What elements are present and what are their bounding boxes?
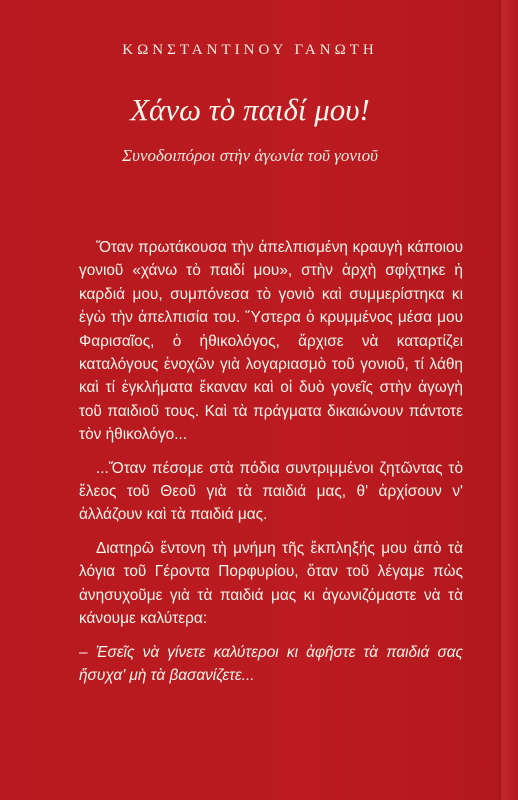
- book-subtitle: Συνοδοιπόροι στὴν ἀγωνία τοῦ γονιοῦ: [122, 146, 378, 165]
- book-title: Χάνω τὸ παιδί μου!: [130, 92, 370, 127]
- blurb-paragraph-3: Διατηρῶ ἔντονη τὴ μνήμη τῆς ἔκπληξής μου ἀπὸ τὰ λόγια τοῦ Γέροντα Πορφυρίου, ὅταν τοῦ λέγαμε πὼς ἀνησυχοῦμε γιὰ τὰ παιδιά μας κι ἀγωνιζόμαστε νὰ τὰ κάνουμε καλύτερα:: [79, 539, 463, 628]
- blurb-paragraph-2: ...Ὅταν πέσομε στὰ πόδια συντριμμένοι ζητῶντας τὸ ἔλεος τοῦ Θεοῦ γιὰ τὰ παιδιά μας, θ' ἀρχίσουν ν' ἀλλάζουν καὶ τὰ παιδιά μας.: [79, 459, 463, 524]
- blurb-quote: – Ἐσεῖς νὰ γίνετε καλύτεροι κι ἀφῆστε τὰ παιδιά σας ἥσυχα' μὴ τὰ βασανίζετε...: [79, 643, 463, 684]
- blurb-text: [79, 236, 463, 697]
- blurb-paragraph-1: Ὅταν πρωτάκουσα τὴν ἀπελπισμένη κραυγὴ κάποιου γονιοῦ «χάνω τὸ παιδί μου», στὴν ἀρχὴ σφίχτηκε ἡ καρδιά μου, συμπόνεσα τὸ γονιὸ καὶ συμμερίστηκα κι ἐγὼ τὴν ἀπελπισία του. Ὕστερα ὁ κρυμμένος μέσα μου Φαρισαῖος, ὁ ἠθικολόγος, ἄρχισε νὰ καταρτίζει καταλόγους ἐνοχῶν γιὰ λογαριασμὸ τοῦ γονιοῦ, τί λάθη καὶ τί ἐγκλήματα ἔκαναν καὶ οἱ δυὸ γονεῖς στὴν ἀγωγὴ τοῦ παιδιοῦ τους. Καὶ τὰ πράγματα δικαιώνουν πάντοτε τὸν ἠθικολόγο...: [79, 239, 463, 444]
- spine-edge: [501, 0, 518, 800]
- author-name: ΚΩΝΣΤΑΝΤΙΝΟΥ ΓΑΝΩΤΗ: [122, 42, 378, 58]
